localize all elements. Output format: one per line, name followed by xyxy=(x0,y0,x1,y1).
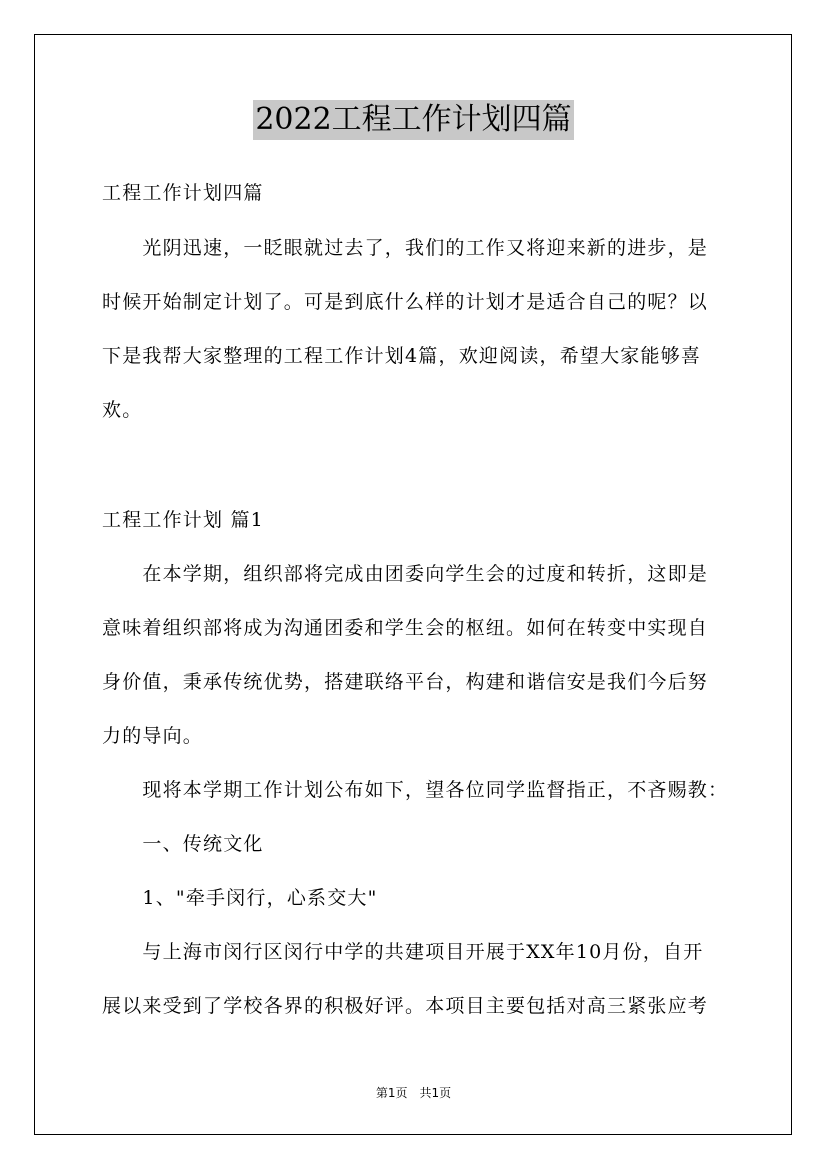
page-footer: 第1页 共1页 xyxy=(375,1086,452,1100)
text-line: 光阴迅速，一眨眼就过去了，我们的工作又将迎来新的进步，是 xyxy=(102,237,709,259)
section-heading: 工程工作计划 篇1 xyxy=(102,509,264,531)
list-heading: 一、传统文化 xyxy=(102,833,264,855)
text-line: 与上海市闵行区闵行中学的共建项目开展于XX年10月份，自开 xyxy=(102,941,704,963)
text-line: 下是我帮大家整理的工程工作计划4篇，欢迎阅读，希望大家能够喜 xyxy=(102,345,702,367)
text-line: 在本学期，组织部将完成由团委向学生会的过度和转折，这即是 xyxy=(102,563,709,585)
text-line: 意味着组织部将成为沟通团委和学生会的枢纽。如何在转变中实现自 xyxy=(102,617,709,639)
text-line: 时候开始制定计划了。可是到底什么样的计划才是适合自己的呢？以 xyxy=(102,291,709,313)
text-line: 身价值，秉承传统优势，搭建联络平台，构建和谐信安是我们今后努 xyxy=(102,671,709,693)
text-line: 力的导向。 xyxy=(102,725,204,747)
title-wrap xyxy=(0,100,827,140)
text-line: 工程工作计划四篇 xyxy=(102,182,264,204)
text-line: 展以来受到了学校各界的积极好评。本项目主要包括对高三紧张应考 xyxy=(102,995,709,1017)
document-title: 2022工程工作计划四篇 xyxy=(253,100,573,140)
list-subheading: 1、"牵手闵行，心系交大" xyxy=(102,887,378,909)
text-line: 现将本学期工作计划公布如下，望各位同学监督指正，不吝赐教： xyxy=(102,779,729,801)
text-line: 欢。 xyxy=(102,399,143,421)
